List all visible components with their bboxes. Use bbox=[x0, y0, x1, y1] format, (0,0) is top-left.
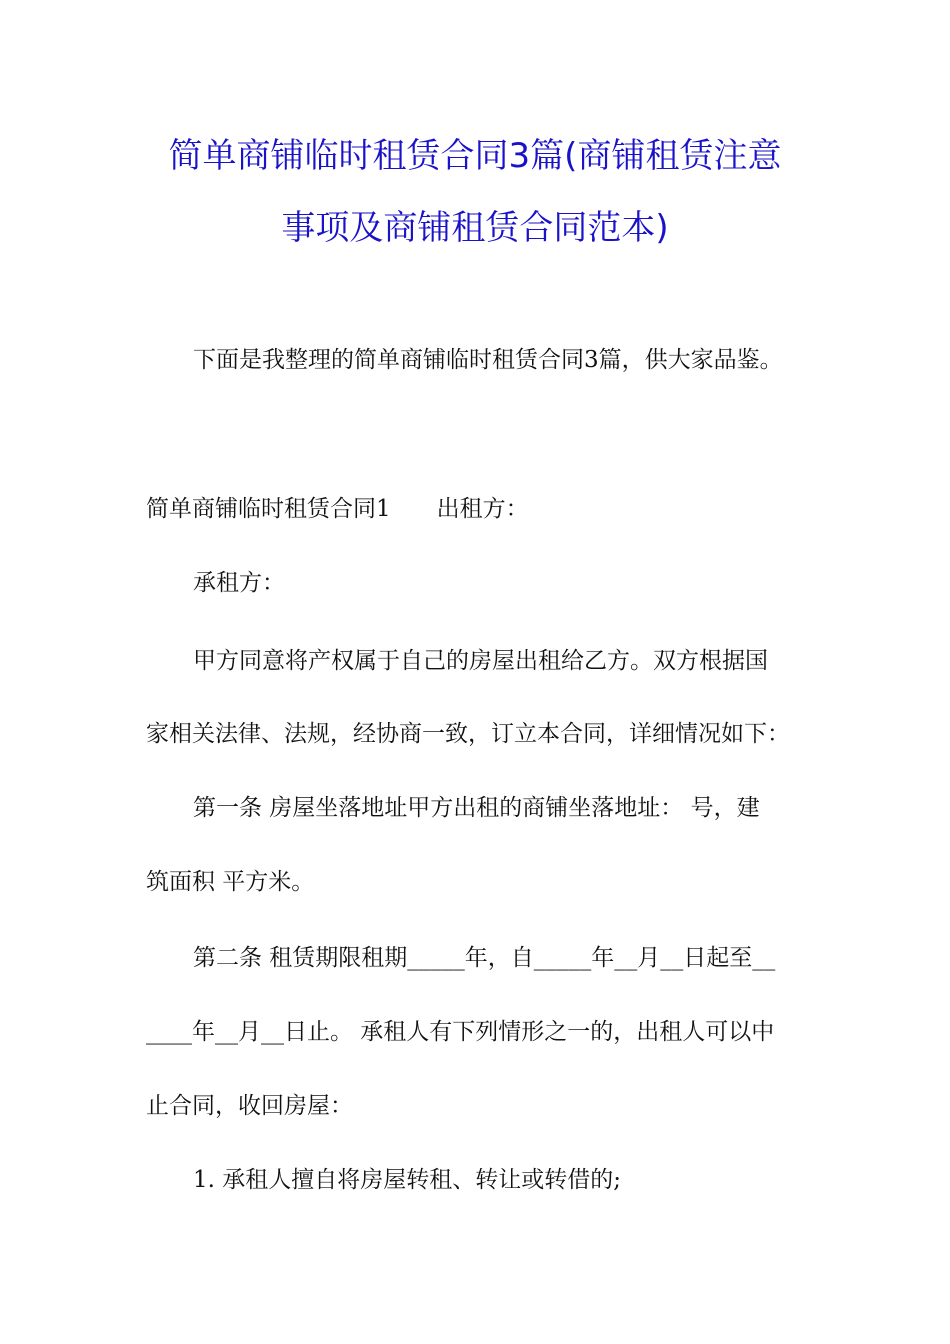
article-1-line-2: 筑面积 平方米。 bbox=[146, 869, 315, 895]
agreement-paragraph-line-1: 甲方同意将产权属于自己的房屋出租给乙方。双方根据国 bbox=[193, 648, 768, 674]
article-2-line-1: 第二条 租赁期限租期_____年，自_____年__月__日起至__ bbox=[193, 945, 776, 971]
intro-paragraph: 下面是我整理的简单商铺临时租赁合同3篇，供大家品鉴。 bbox=[193, 347, 783, 373]
document-title-line-1: 简单商铺临时租赁合同3篇(商铺租赁注意 bbox=[168, 136, 782, 176]
document-title-line-2: 事项及商铺租赁合同范本) bbox=[281, 208, 669, 248]
article-1-line-1: 第一条 房屋坐落地址甲方出租的商铺坐落地址： 号，建 bbox=[193, 795, 760, 821]
article-2-line-3: 止合同，收回房屋： bbox=[146, 1093, 353, 1119]
list-item-1: 1. 承租人擅自将房屋转租、转让或转借的; bbox=[193, 1167, 622, 1193]
lessee-line: 承租方： bbox=[193, 570, 285, 596]
section-heading: 简单商铺临时租赁合同1 出租方： bbox=[146, 496, 529, 522]
article-2-line-2: ____年__月__日止。 承租人有下列情形之一的，出租人可以中 bbox=[146, 1019, 775, 1045]
agreement-paragraph-line-2: 家相关法律、法规，经协商一致，订立本合同，详细情况如下： bbox=[146, 721, 790, 747]
